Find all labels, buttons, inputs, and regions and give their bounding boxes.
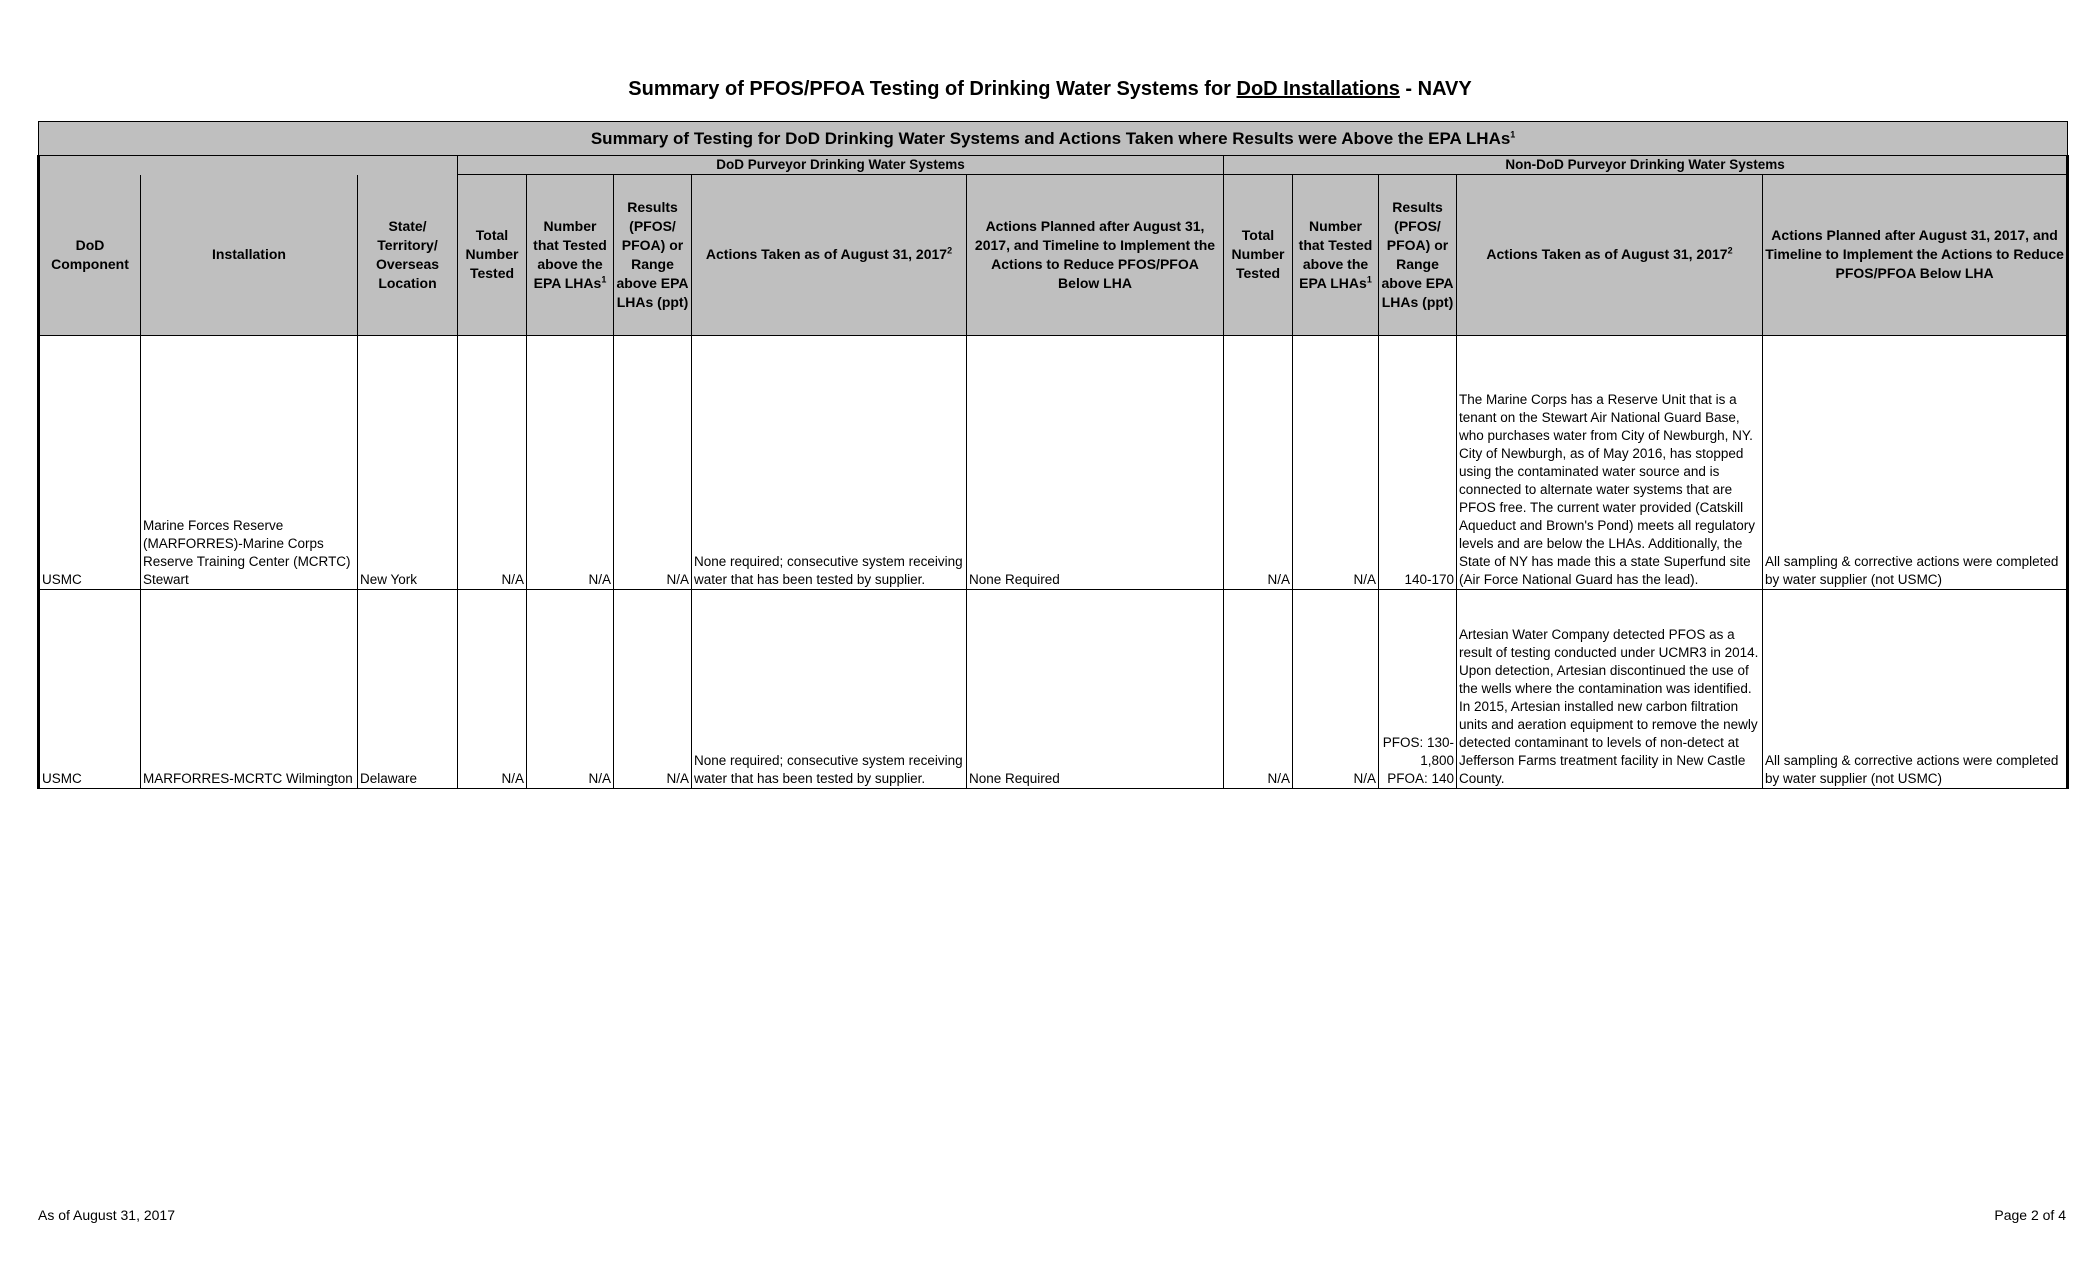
cell-nondod-results: PFOS: 130-1,800 PFOA: 140 [1379,589,1457,788]
header-installation: Installation [141,175,358,336]
cell-nondod-results: 140-170 [1379,335,1457,589]
header-dod-total-tested: Total Number Tested [458,175,527,336]
header-nondod-number-above [1293,175,1379,336]
header-nondod-actions-taken-text: Actions Taken as of August 31, 2017 [1486,246,1728,263]
title-suffix: - NAVY [1399,78,1472,100]
header-nondod-results: Results (PFOS/ PFOA) or Range above EPA LHAs (ppt) [1379,175,1457,336]
group-dod-purveyor: DoD Purveyor Drinking Water Systems [458,156,1224,175]
cell-dod-number-above: N/A [527,335,614,589]
cell-dod-actions-planned: None Required [967,335,1224,589]
header-nondod-actions-taken-footnote: 2 [1727,245,1733,256]
group-nondod-purveyor: Non-DoD Purveyor Drinking Water Systems [1224,156,2068,175]
banner-footnote: 1 [1510,128,1516,139]
header-nondod-actions-planned: Actions Planned after August 31, 2017, and Timeline to Implement the Actions to Reduce PFOS/PFOA Below LHA [1763,175,2068,336]
cell-dod-total-tested: N/A [458,335,527,589]
cell-nondod-total-tested: N/A [1224,335,1293,589]
cell-dod-actions-taken: None required; consecutive system receiving water that has been tested by supplier. [692,335,967,589]
table-banner [39,122,2068,156]
cell-dod-total-tested: N/A [458,589,527,788]
cell-nondod-actions-planned: All sampling & corrective actions were completed by water supplier (not USMC) [1763,335,2068,589]
cell-component: USMC [39,589,141,788]
header-dod-results: Results (PFOS/ PFOA) or Range above EPA LHAs (ppt) [614,175,692,336]
cell-dod-results: N/A [614,335,692,589]
header-dod-actions-taken [692,175,967,336]
header-nondod-actions-taken [1457,175,1763,336]
cell-nondod-actions-planned: All sampling & corrective actions were completed by water supplier (not USMC) [1763,589,2068,788]
cell-component: USMC [39,335,141,589]
header-dod-actions-planned: Actions Planned after August 31, 2017, and Timeline to Implement the Actions to Reduce PFOS/PFOA Below LHA [967,175,1224,336]
header-dod-number-above-footnote: 1 [601,274,607,285]
header-nondod-total-tested: Total Number Tested [1224,175,1293,336]
header-dod-actions-taken-text: Actions Taken as of August 31, 2017 [705,246,948,263]
cell-location: Delaware [358,589,458,788]
header-dod-number-above-text: Number that Tested above the EPA LHAs [533,217,607,291]
cell-dod-results: N/A [614,589,692,788]
title-prefix: Summary of PFOS/PFOA Testing of Drinking Water Systems for [628,78,1237,100]
page-title [0,78,2100,101]
header-nondod-number-above-footnote: 1 [1366,274,1372,285]
banner-text: Summary of Testing for DoD Drinking Water Systems and Actions Taken where Results were Above the EPA LHAs [590,128,1511,148]
header-spacer [39,156,458,175]
cell-nondod-actions-taken: Artesian Water Company detected PFOS as a result of testing conducted under UCMR3 in 2014. Upon detection, Artesian discontinued the use of the wells where the contamination was identified. In 2015, Artesian installed new carbon filtration units and aeration equipment to remove the newly detected contaminant to levels of non-detect at Jefferson Farms treatment facility in New Castle County. [1457,589,1763,788]
table-row [39,589,2068,788]
table-row [39,335,2068,589]
cell-dod-actions-planned: None Required [967,589,1224,788]
summary-table [37,121,2069,789]
header-location: State/ Territory/ Overseas Location [358,175,458,336]
cell-dod-actions-taken: None required; consecutive system receiving water that has been tested by supplier. [692,589,967,788]
cell-nondod-total-tested: N/A [1224,589,1293,788]
cell-nondod-number-above: N/A [1293,335,1379,589]
cell-nondod-number-above: N/A [1293,589,1379,788]
footer-page-number: Page 2 of 4 [1994,1207,2066,1223]
cell-installation: MARFORRES-MCRTC Wilmington [141,589,358,788]
header-dod-actions-taken-footnote: 2 [947,245,953,256]
header-dod-number-above [527,175,614,336]
cell-location: New York [358,335,458,589]
header-component: DoD Component [39,175,141,336]
title-underlined: DoD Installations [1236,78,1400,100]
cell-nondod-actions-taken: The Marine Corps has a Reserve Unit that is a tenant on the Stewart Air National Guard Base, who purchases water from City of Newburgh, NY. City of Newburgh, as of May 2016, has stopped using the contaminated water source and is connected to alternate water systems that are PFOS free. The current water provided (Catskill Aqueduct and Brown's Pond) meets all regulatory levels and are below the LHAs. Additionally, the State of NY has made this a state Superfund site (Air Force National Guard has the lead). [1457,335,1763,589]
header-nondod-number-above-text: Number that Tested above the EPA LHAs [1298,217,1373,291]
cell-dod-number-above: N/A [527,589,614,788]
cell-installation: Marine Forces Reserve (MARFORRES)-Marine Corps Reserve Training Center (MCRTC) Stewart [141,335,358,589]
footer-date: As of August 31, 2017 [38,1207,175,1223]
